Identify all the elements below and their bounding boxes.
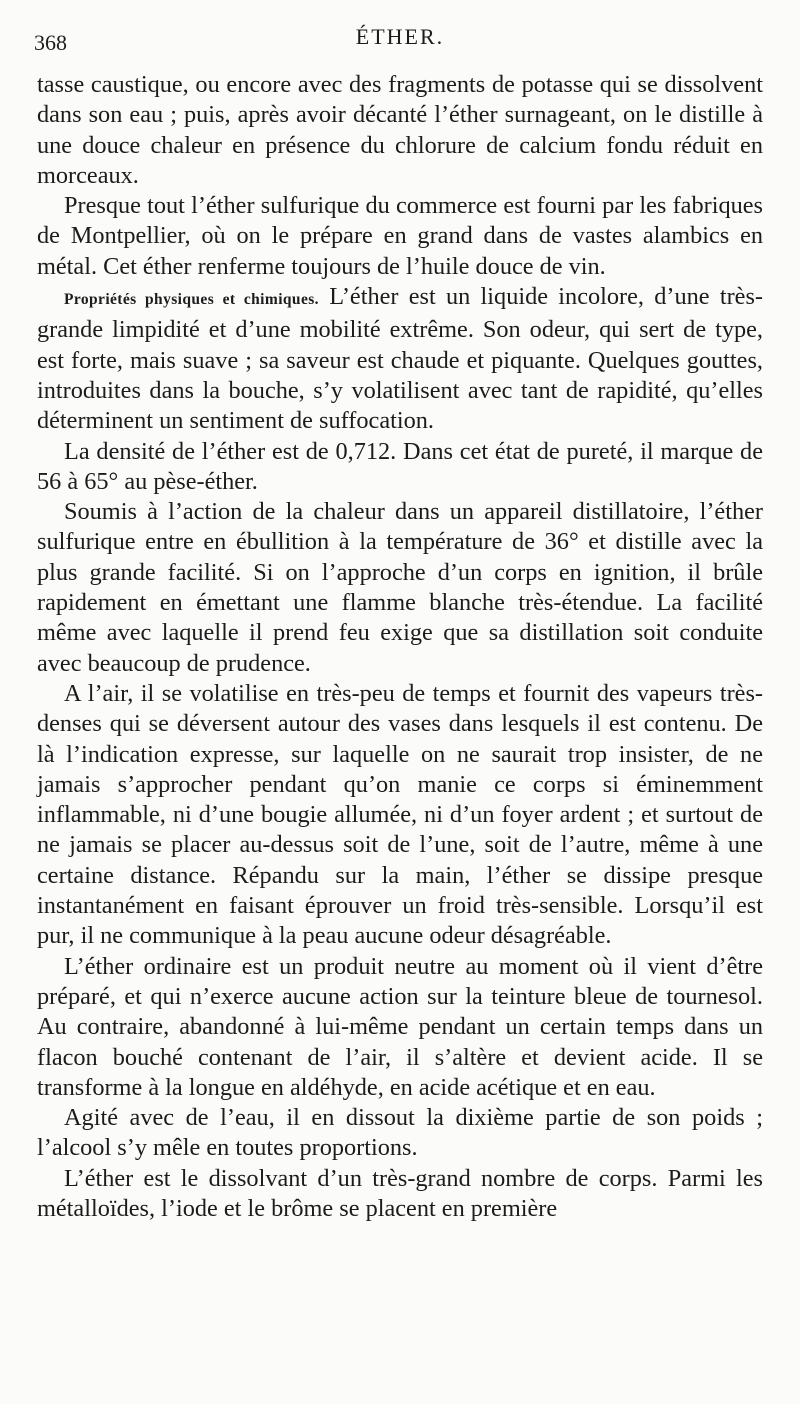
paragraph-solubility [37, 1103, 763, 1164]
paragraph-volatility [37, 679, 763, 952]
paragraph-text: L’éther est un liquide incolore, d’une très-grande limpidité et d’une mobilité extrême. Son odeur, qui sert de type, est forte, mais suave ; sa saveur est chaude et piquante. Quelques gouttes, introduites dans la bouche, s’y volatilisent avec tant de rapidité, qu’elles déterminent un sentiment de suffocation. [37, 283, 763, 435]
running-head [34, 24, 766, 60]
paragraph-continuation [37, 70, 763, 191]
paragraph-acidity [37, 952, 763, 1103]
paragraph-text: La densité de l’éther est de 0,712. Dans cet état de pureté, il marque de 56 à 65° au pèse-éther. [37, 437, 763, 495]
paragraph-text: tasse caustique, ou encore avec des fragments de potasse qui se dissolvent dans son eau ; puis, après avoir décanté l’éther surnageant, on le distille à une douce chaleur en présence du chlorure de calcium fondu réduit en morceaux. [37, 71, 763, 189]
running-title: ÉTHER. [355, 24, 445, 49]
paragraph-text: Soumis à l’action de la chaleur dans un appareil distillatoire, l’éther sulfurique entre en ébullition à la température de 36° et distille avec la plus grande facilité. Si on l’approche d’un corps en ignition, il brûle rapidement en émettant une flamme blanche très-étendue. La facilité même avec laquelle il prend feu exige que sa distillation soit conduite avec beaucoup de prudence. [37, 498, 763, 677]
paragraph-text: L’éther ordinaire est un produit neutre au moment où il vient d’être préparé, et qui n’exerce aucune action sur la teinture bleue de tournesol. Au contraire, abandonné à lui-même pendant un certain temps dans un flacon bouché contenant de l’air, il s’altère et devient acide. Il se transforme à la longue en aldéhyde, en acide acétique et en eau. [37, 952, 763, 1101]
paragraph-distillation [37, 497, 763, 679]
paragraph-commerce [37, 191, 763, 282]
paragraph-text: A l’air, il se volatilise en très-peu de temps et fournit des vapeurs très-denses qui se déversent autour des vases dans lesquels il est contenu. De là l’indication expresse, sur laquelle on ne saurait trop insister, de ne jamais s’approcher pendant qu’on manie ce corps si éminemment inflammable, ni d’une bougie allumée, ni d’un foyer ardent ; et surtout de ne jamais se placer au-dessus soit de l’une, soit de l’autre, même à une certaine distance. Répandu sur la main, l’éther se dissipe presque instantanément en faisant éprouver un froid très-sensible. Lorsqu’il est pur, il ne communique à la peau aucune odeur désagréable. [37, 679, 763, 950]
paragraph-text: L’éther est le dissolvant d’un très-grand nombre de corps. Parmi les métalloïdes, l’iode et le brôme se placent en première [37, 1164, 763, 1222]
paragraph-solvent [37, 1164, 763, 1225]
page-number: 368 [34, 30, 67, 55]
paragraph-text: Presque tout l’éther sulfurique du commerce est fourni par les fabriques de Montpellier, où on le prépare en grand dans de vastes alambics en métal. Cet éther renferme toujours de l’huile douce de vin. [37, 192, 763, 280]
section-run-in-heading: Propriétés physiques et chimiques. [64, 291, 319, 309]
paragraph-text: Agité avec de l’eau, il en dissout la dixième partie de son poids ; l’alcool s’y mêle en toutes proportions. [37, 1104, 763, 1162]
body-text [37, 70, 763, 1224]
paragraph-properties [37, 282, 763, 436]
paragraph-density [37, 437, 763, 498]
